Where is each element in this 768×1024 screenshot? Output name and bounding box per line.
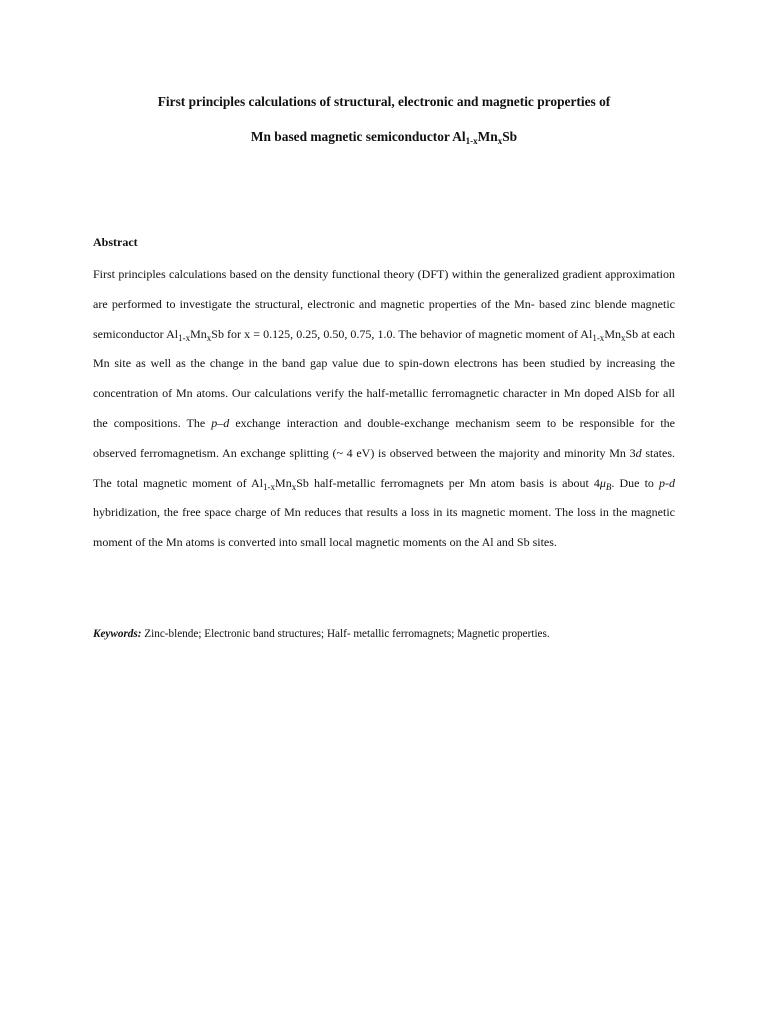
abstract-italic-d: d — [635, 445, 642, 460]
title-subscript-x: x — [497, 136, 503, 146]
abstract-text-7: . Due to — [611, 475, 659, 490]
abstract-subscript-6: x — [291, 481, 297, 492]
abstract-subscript-5: 1-x — [263, 481, 276, 492]
paper-title-line-2 — [0, 129, 768, 145]
abstract-mn-3: Mn — [275, 475, 292, 490]
abstract-text-3: Sb at each Mn site as well as the change in the band gap value due to spin-down electrons has been studied by increasing the concentration of Mn atoms. Our calculations verify the half-metallic ferromagnetic character in Mn doped AlSb for all the compositions. The — [93, 326, 676, 430]
abstract-text-4: exchange interaction and double-exchange mechanism seem to be responsible for the observed ferromagnetism. An exchange splitting (~ 4 eV) is observed between the majority and minority Mn 3 — [93, 415, 675, 460]
keywords — [93, 626, 693, 642]
abstract-text-2: Sb for x = 0.125, 0.25, 0.50, 0.75, 1.0. The behavior of magnetic moment of Al — [211, 326, 593, 341]
abstract-text-5: states. The total magnetic moment of Al — [93, 445, 675, 490]
abstract-italic-pd-1: p–d — [211, 415, 230, 430]
title-text-al: Mn based magnetic semiconductor Al — [250, 129, 466, 144]
abstract-italic-pd-2: p-d — [659, 475, 675, 490]
abstract-mn-2: Mn — [604, 326, 621, 341]
abstract-subscript-4: x — [620, 332, 626, 343]
abstract-text-6: Sb half-metallic ferromagnets per Mn atom basis is about 4 — [296, 475, 600, 490]
paper-title-line-1: First principles calculations of structural, electronic and magnetic properties of — [157, 94, 611, 109]
abstract-subscript-1: 1-x — [178, 332, 191, 343]
abstract-body — [93, 260, 675, 558]
title-subscript-1-x: 1-x — [465, 136, 478, 146]
keywords-label: Keywords: — [93, 628, 142, 640]
keywords-text: Zinc-blende; Electronic band structures; Half- metallic ferromagnets; Magnetic properties. — [141, 628, 550, 640]
abstract-mn-1: Mn — [190, 326, 207, 341]
abstract-italic-b: B — [605, 481, 612, 492]
abstract-text-8: hybridization, the free space charge of Mn reduces that results a loss in its magnetic moment. The loss in the magnetic moment of the Mn atoms is converted into small local magnetic moments on the Al and Sb sites. — [93, 505, 675, 550]
abstract-subscript-2: x — [206, 332, 212, 343]
abstract-heading: Abstract — [93, 235, 138, 249]
abstract-text-1: First principles calculations based on the density functional theory (DFT) within the generalized gradient approximation are performed to investigate the structural, electronic and magnetic properties of the Mn- based zinc blende magnetic semiconductor Al — [93, 267, 675, 341]
title-text-sb: Sb — [502, 129, 518, 144]
abstract-subscript-3: 1-x — [592, 332, 605, 343]
title-text-mn: Mn — [477, 129, 498, 144]
abstract-italic-mu: μ — [599, 475, 606, 490]
